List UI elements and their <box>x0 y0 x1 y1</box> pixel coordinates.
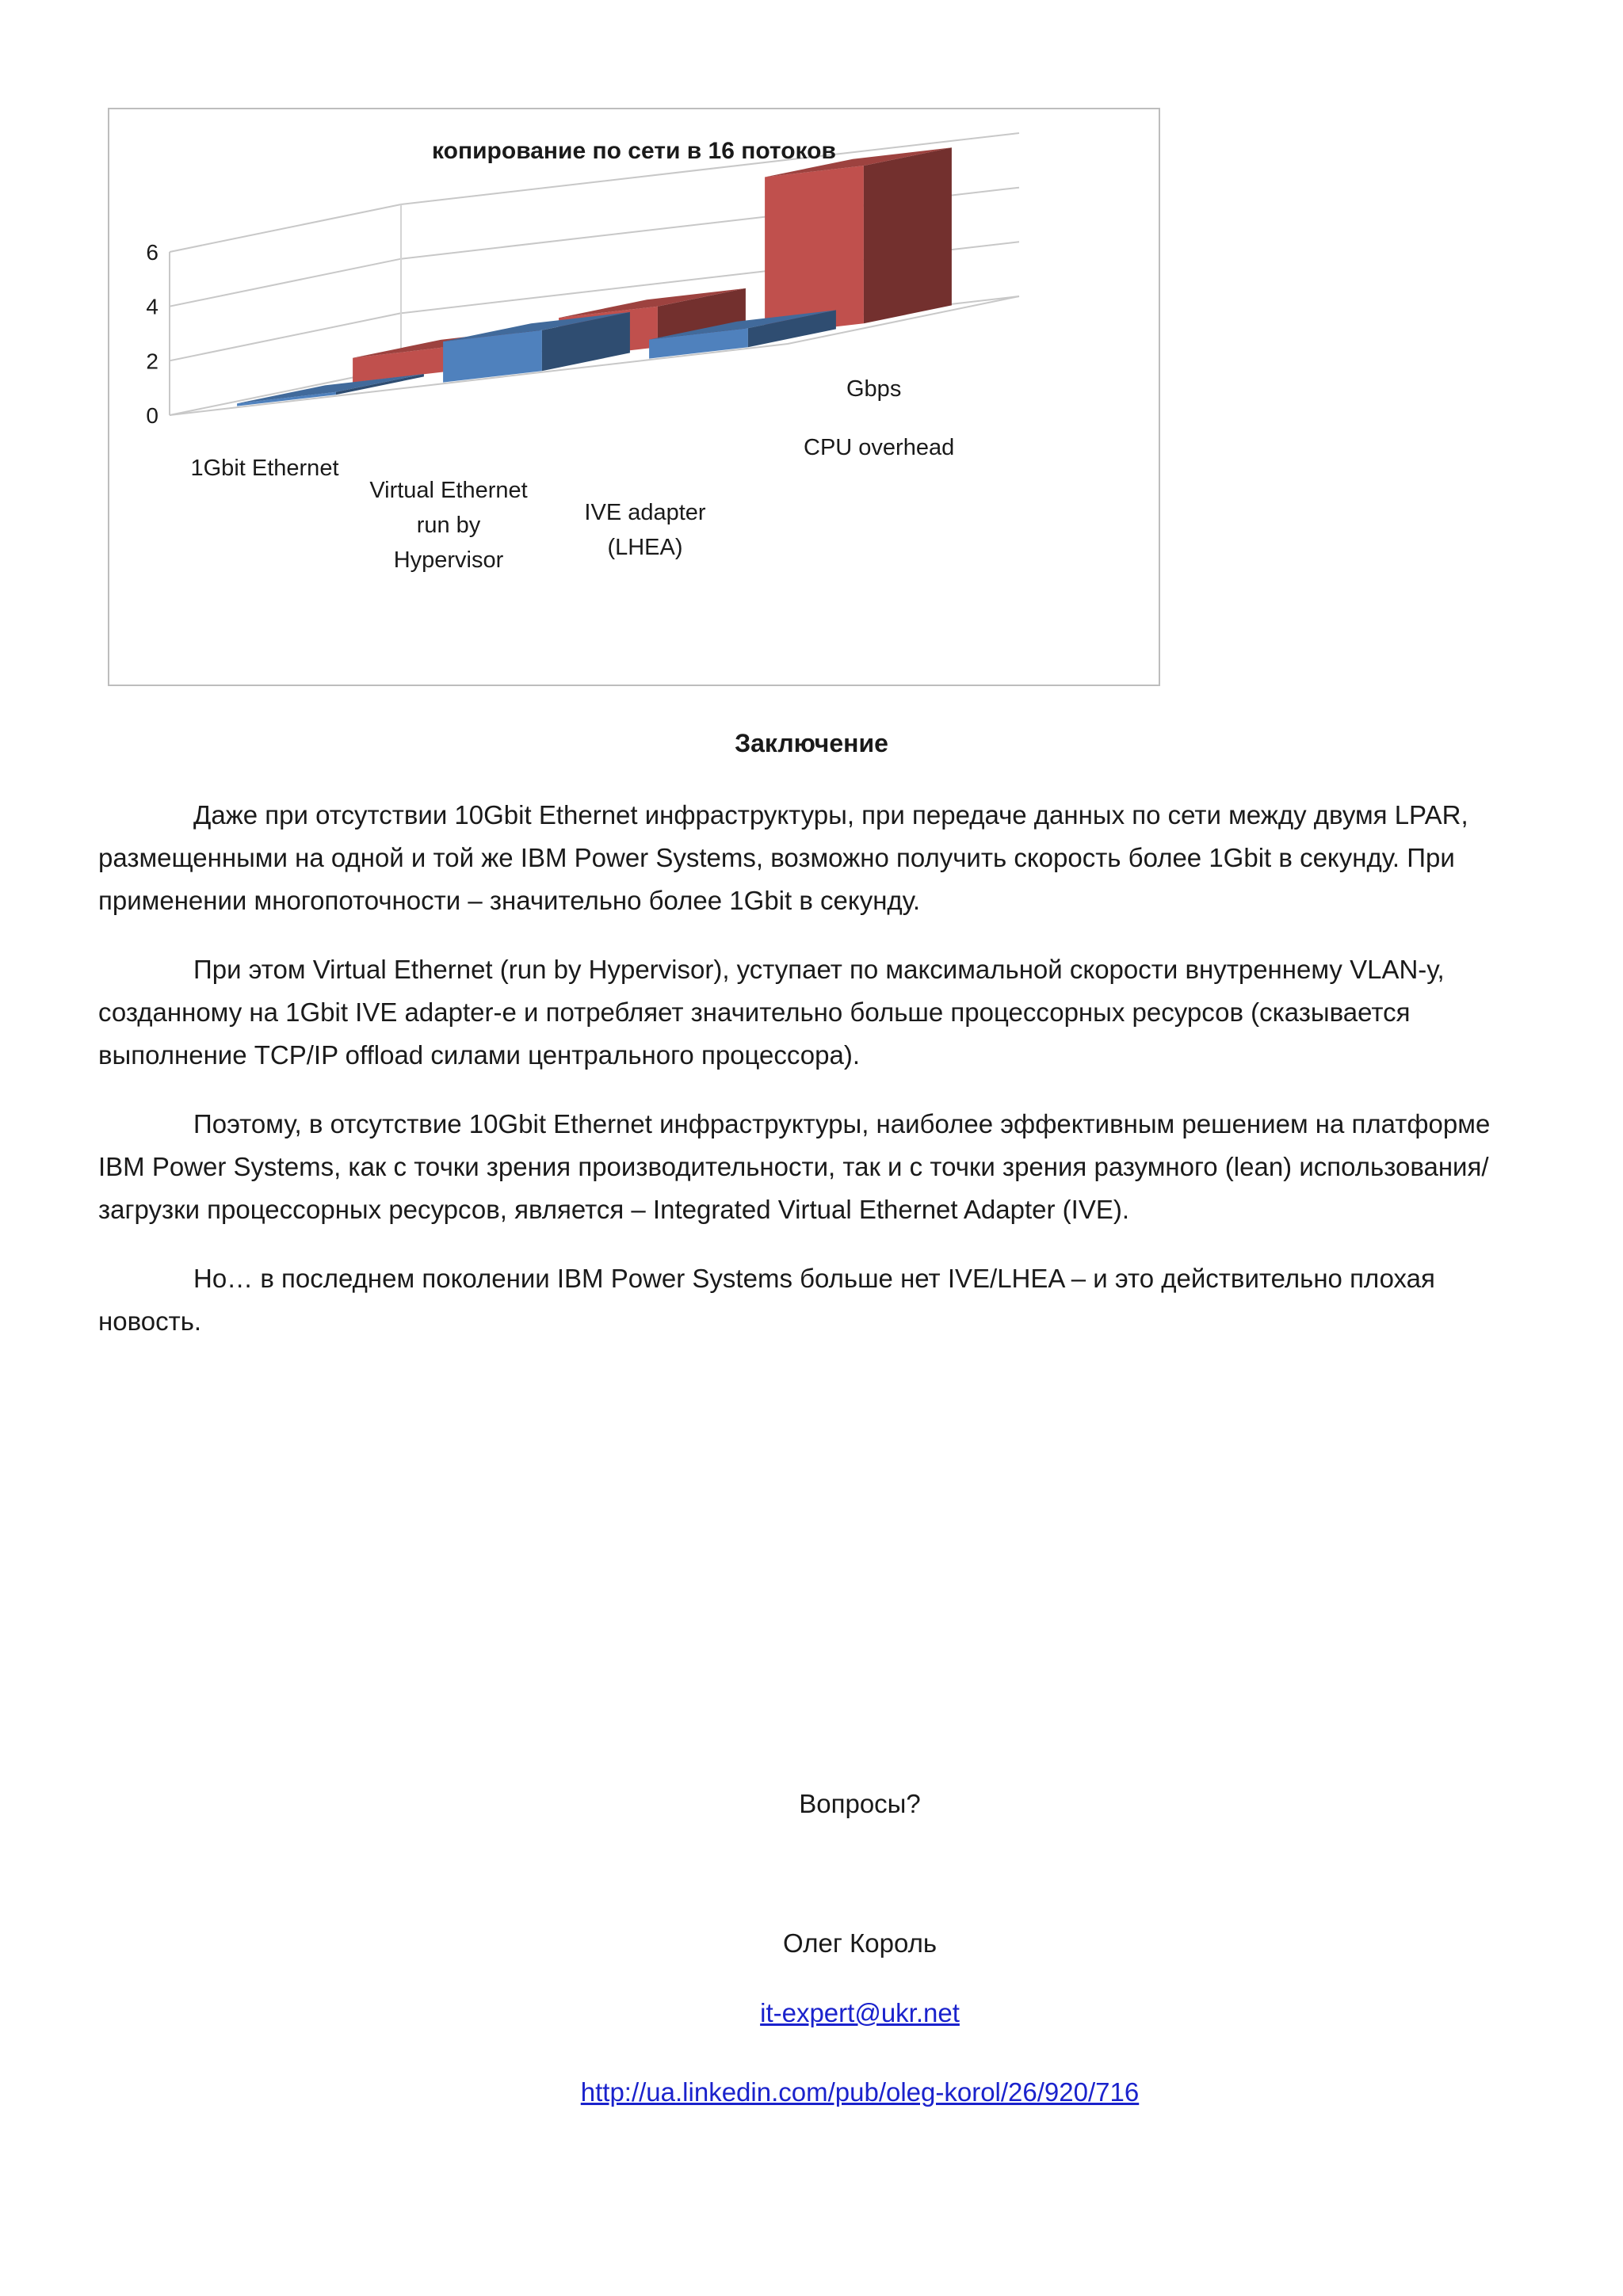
category-label-line: Virtual Ethernet <box>369 478 528 503</box>
category-label <box>191 456 339 481</box>
bar-cpu-overhead-2 <box>443 312 630 383</box>
paragraph-1-text: Даже при отсутствии 10Gbit Ethernet инфраструктуры, при передаче данных по сети между двумя LPAR, размещенными на одной и той же IBM Power Systems, возможно получить скорость более 1Gbit в секунду. При применении многопоточности – значительно более 1Gbit в секунду. <box>98 800 1468 915</box>
paragraph-3 <box>98 1103 1525 1231</box>
series-label: CPU overhead <box>804 435 955 460</box>
linkedin-link[interactable]: http://ua.linkedin.com/pub/oleg-korol/26/920/716 <box>580 2077 1140 2107</box>
bar-front-face <box>765 166 864 335</box>
paragraph-2-text: При этом Virtual Ethernet (run by Hypervisor), уступает по максимальной скорости внутреннему VLAN-у, созданному на 1Gbit IVE adapter-e и потребляет значительно больше процессорных ресурсов (сказывается выполнение TCP/IP offload силами центрального процессора). <box>98 955 1445 1070</box>
y-tick-label: 0 <box>146 403 158 428</box>
paragraph-2 <box>98 948 1525 1077</box>
bar-cpu-overhead-1 <box>237 374 424 406</box>
y-tick-label: 4 <box>146 294 158 319</box>
category-label-line: Hypervisor <box>393 547 504 573</box>
paragraph-4 <box>98 1257 1525 1343</box>
category-label-line: 1Gbit Ethernet <box>190 456 339 481</box>
category-label-line: run by <box>416 513 481 538</box>
category-label <box>369 478 527 573</box>
category-label <box>584 500 705 560</box>
paragraph-3-text: Поэтому, в отсутствие 10Gbit Ethernet инфраструктуры, наиболее эффективным решением на платформе IBM Power Systems, как с точки зрения производительности, так и с точки зрения разумного (lean) использования/загрузки процессорных ресурсов, является – Integrated Virtual Ethernet Adapter (IVE). <box>98 1109 1491 1224</box>
email-line <box>0 1998 1623 2028</box>
bar-side-face <box>864 147 952 323</box>
y-tick-label: 6 <box>146 240 158 265</box>
bar-chart-3d <box>109 109 1159 685</box>
paragraph-1 <box>98 794 1525 922</box>
questions-text: Вопросы? <box>799 1789 921 1818</box>
email-link[interactable]: it-expert@ukr.net <box>760 1998 960 2027</box>
category-label-line: (LHEA) <box>607 535 683 560</box>
author-name: Олег Король <box>782 1928 938 1958</box>
chart-title: копирование по сети в 16 потоков <box>432 138 836 164</box>
chart-container <box>108 108 1160 686</box>
linkedin-line <box>0 2077 1623 2107</box>
bar-gbps-3 <box>765 147 952 334</box>
conclusion-heading: Заключение <box>735 729 888 757</box>
y-tick-label: 2 <box>146 349 158 374</box>
series-label: Gbps <box>846 376 902 402</box>
category-label-line: IVE adapter <box>584 500 706 525</box>
paragraph-4-text: Но… в последнем поколении IBM Power Systems больше нет IVE/LHEA – и это действительно плохая новость. <box>98 1264 1435 1336</box>
